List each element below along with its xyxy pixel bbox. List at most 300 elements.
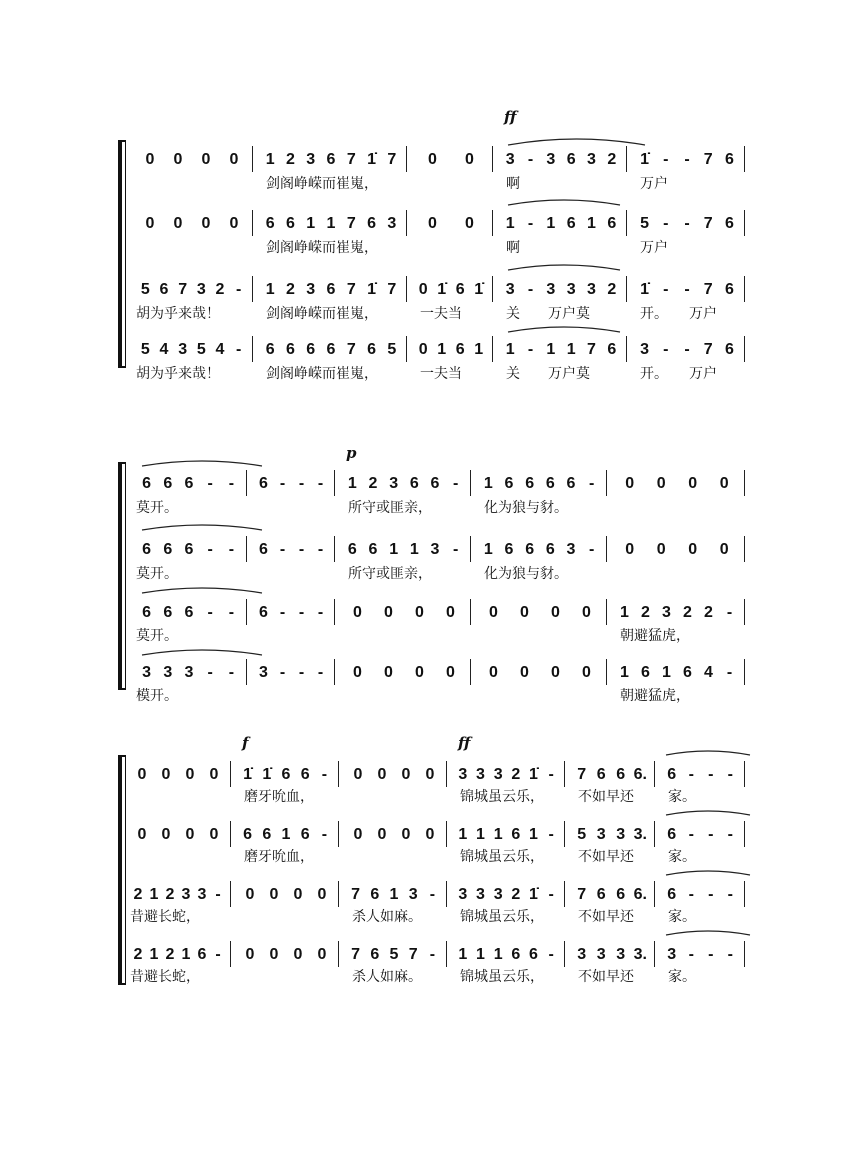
dash-extension: - (228, 541, 235, 558)
rest-note: 0 (209, 826, 219, 843)
rest-note: 0 (145, 215, 155, 232)
jianpu-note: 3 (493, 766, 503, 783)
rest-note: 0 (293, 946, 303, 963)
dash-extension: - (228, 664, 235, 681)
jianpu-note: 7 (703, 341, 713, 358)
rest-note: 0 (245, 886, 255, 903)
rest-note: 0 (353, 826, 363, 843)
jianpu-note: 6 (641, 664, 650, 681)
jianpu-note: 6 (370, 886, 380, 903)
rest-note: 0 (245, 946, 255, 963)
dash-extension: - (708, 766, 714, 783)
jianpu-note: 6 (724, 215, 734, 232)
jianpu-note: 6 (243, 826, 253, 843)
lyric-line: 杀人如麻。 (352, 969, 422, 985)
lyric-line: 不如早还 (578, 789, 634, 805)
jianpu-note: 7 (178, 281, 188, 298)
jianpu-note: 3 (596, 826, 606, 843)
dash-extension: - (663, 341, 669, 358)
jianpu-note: 6. (633, 886, 647, 903)
jianpu-note: 2 (165, 886, 175, 903)
dash-extension: - (317, 604, 324, 621)
jianpu-note: 6 (724, 281, 734, 298)
jianpu-note: 1 (566, 341, 576, 358)
rest-note: 0 (428, 151, 437, 168)
jianpu-note: 1 (505, 341, 515, 358)
jianpu-note: 3 (493, 886, 503, 903)
rest-note: 0 (185, 766, 195, 783)
jianpu-note: 1 (181, 946, 191, 963)
jianpu-note: 6 (163, 541, 173, 558)
jianpu-note: 7 (346, 151, 356, 168)
rest-note: 0 (656, 475, 666, 492)
dash-extension: - (321, 826, 328, 843)
rest-note: 0 (161, 826, 171, 843)
jianpu-note: 3 (476, 886, 485, 903)
dash-extension: - (279, 604, 286, 621)
rest-note: 0 (418, 281, 428, 298)
jianpu-note: 2 (133, 946, 143, 963)
rest-note: 0 (161, 766, 171, 783)
jianpu-note: 6 (184, 604, 194, 621)
dash-extension: - (684, 341, 690, 358)
dash-extension: - (228, 475, 235, 492)
slur-arc (142, 525, 262, 530)
dash-extension: - (688, 826, 694, 843)
jianpu-note: 6 (409, 475, 419, 492)
jianpu-note: 1 (347, 475, 357, 492)
jianpu-note: 6 (724, 341, 734, 358)
jianpu-note: 6 (300, 766, 310, 783)
rest-note: 0 (465, 215, 474, 232)
jianpu-note: 1 (529, 826, 538, 843)
rest-note: 0 (415, 604, 424, 621)
jianpu-note: 3 (546, 151, 556, 168)
lyric-line: 所守或匪亲， (348, 500, 432, 516)
dash-extension: - (228, 604, 235, 621)
jianpu-note: 6 (285, 215, 295, 232)
jianpu-note: 6 (259, 475, 268, 492)
dash-extension: - (688, 946, 694, 963)
jianpu-note: 6 (667, 826, 677, 843)
jianpu-note: 1̇ (640, 281, 650, 298)
jianpu-note: 6 (281, 766, 291, 783)
lyric-line: 所守或匪亲， (348, 566, 432, 582)
rest-note: 0 (384, 664, 393, 681)
jianpu-note: 1 (326, 215, 336, 232)
lyric-line: 关 万户莫 (506, 366, 590, 382)
jianpu-note: 3 (616, 826, 626, 843)
jianpu-note: 1 (587, 215, 596, 232)
jianpu-note: 3 (196, 281, 206, 298)
rest-note: 0 (719, 475, 729, 492)
jianpu-note: 6 (367, 215, 377, 232)
jianpu-note: 6 (306, 341, 316, 358)
jianpu-note: 7 (387, 281, 397, 298)
rest-note: 0 (688, 475, 698, 492)
jianpu-note: 1 (437, 341, 447, 358)
jianpu-note: 3. (633, 826, 647, 843)
jianpu-note: 2 (607, 151, 617, 168)
lyric-line: 锦城虽云乐， (460, 849, 544, 865)
lyric-line: 昔避长蛇， (130, 969, 200, 985)
jianpu-note: 2 (511, 886, 521, 903)
jianpu-note: 1 (281, 826, 291, 843)
lyric-line: 家。 (668, 849, 696, 865)
rest-note: 0 (201, 215, 211, 232)
jianpu-note: 6 (184, 475, 194, 492)
jianpu-note: 6 (262, 826, 272, 843)
jianpu-note: 5 (196, 341, 206, 358)
jianpu-note: 4 (215, 341, 225, 358)
rest-note: 0 (173, 215, 183, 232)
jianpu-note: 1 (389, 541, 399, 558)
lyric-line: 开。 万户 (640, 306, 717, 322)
dash-extension: - (688, 766, 694, 783)
jianpu-note: 1 (409, 541, 419, 558)
dash-extension: - (527, 151, 534, 168)
jianpu-note: 5 (640, 215, 650, 232)
jianpu-note: 3 (596, 946, 606, 963)
jianpu-note: 7 (351, 946, 361, 963)
dash-extension: - (298, 541, 305, 558)
jianpu-note: 1 (476, 946, 485, 963)
dash-extension: - (588, 475, 595, 492)
rest-note: 0 (446, 604, 455, 621)
dynamic-marking: f (242, 734, 249, 752)
dash-extension: - (727, 826, 733, 843)
jianpu-note: 1 (265, 281, 275, 298)
jianpu-note: 1̇ (474, 281, 484, 298)
lyric-line: 啊 (506, 240, 520, 256)
jianpu-note: 1̇ (437, 281, 447, 298)
jianpu-note: 3 (667, 946, 677, 963)
rest-note: 0 (489, 664, 498, 681)
dash-extension: - (548, 766, 554, 783)
dash-extension: - (726, 664, 733, 681)
jianpu-note: 3 (259, 664, 268, 681)
jianpu-note: 6 (259, 604, 268, 621)
rest-note: 0 (377, 766, 387, 783)
lyric-line: 剑阁峥嵘而崔嵬， (266, 366, 378, 382)
jianpu-note: 1 (458, 946, 468, 963)
dash-extension: - (663, 215, 669, 232)
jianpu-note: 2 (641, 604, 650, 621)
dash-extension: - (684, 151, 690, 168)
dash-extension: - (279, 475, 286, 492)
jianpu-note: 3 (566, 281, 576, 298)
lyric-line: 锦城虽云乐， (460, 789, 544, 805)
rest-note: 0 (625, 541, 635, 558)
dash-extension: - (527, 281, 534, 298)
rest-note: 0 (465, 151, 474, 168)
rest-note: 0 (201, 151, 211, 168)
dash-extension: - (684, 281, 690, 298)
jianpu-note: 6 (326, 281, 336, 298)
slur-arc (142, 650, 262, 655)
jianpu-note: 7 (577, 766, 587, 783)
rest-note: 0 (582, 604, 591, 621)
dash-extension: - (708, 886, 714, 903)
lyric-line: 一夫当 (420, 366, 462, 382)
jianpu-note: 7 (703, 215, 713, 232)
dash-extension: - (317, 475, 324, 492)
jianpu-note: 3 (387, 215, 397, 232)
lyric-line: 胡为乎来哉！ (136, 306, 220, 322)
jianpu-note: 7 (703, 281, 713, 298)
dash-extension: - (588, 541, 595, 558)
jianpu-note: 3 (184, 664, 194, 681)
jianpu-note: 2 (704, 604, 713, 621)
jianpu-note: 3 (577, 946, 587, 963)
jianpu-note: 7 (408, 946, 418, 963)
jianpu-note: 3 (306, 151, 316, 168)
jianpu-note: 3 (178, 341, 188, 358)
jianpu-note: 1̇ (262, 766, 272, 783)
jianpu-note: 3 (566, 541, 576, 558)
jianpu-note: 7 (587, 341, 596, 358)
jianpu-note: 7 (703, 151, 713, 168)
rest-note: 0 (137, 826, 147, 843)
rest-note: 0 (489, 604, 498, 621)
rest-note: 0 (317, 886, 327, 903)
rest-note: 0 (185, 826, 195, 843)
rest-note: 0 (384, 604, 393, 621)
jianpu-note: 6 (525, 541, 535, 558)
rest-note: 0 (173, 151, 183, 168)
dash-extension: - (727, 886, 733, 903)
jianpu-note: 6 (607, 215, 617, 232)
dynamic-marking: ff (504, 108, 517, 126)
rest-note: 0 (656, 541, 666, 558)
dash-extension: - (215, 886, 221, 903)
dash-extension: - (429, 946, 436, 963)
dash-extension: - (663, 151, 669, 168)
rest-note: 0 (551, 664, 560, 681)
jianpu-note: 2 (607, 281, 617, 298)
dash-extension: - (207, 475, 213, 492)
jianpu-note: 1 (458, 826, 468, 843)
dash-extension: - (726, 604, 733, 621)
rest-note: 0 (269, 886, 279, 903)
jianpu-note: 4 (704, 664, 713, 681)
jianpu-note: 1̇ (640, 151, 650, 168)
jianpu-note: 6 (326, 341, 336, 358)
jianpu-note: 6. (633, 766, 647, 783)
jianpu-note: 6 (683, 664, 692, 681)
jianpu-note: 7 (346, 341, 356, 358)
lyric-line: 剑阁峥嵘而崔嵬， (266, 176, 378, 192)
jianpu-note: 6 (367, 341, 377, 358)
jianpu-note: 2 (285, 281, 295, 298)
jianpu-note: 3 (163, 664, 173, 681)
rest-note: 0 (719, 541, 729, 558)
dash-extension: - (452, 541, 459, 558)
dash-extension: - (207, 664, 213, 681)
lyric-line: 万户 (640, 176, 668, 192)
jianpu-note: 6 (142, 604, 152, 621)
jianpu-note: 6 (430, 475, 440, 492)
jianpu-note: 3 (546, 281, 556, 298)
lyric-line: 模开。 (136, 688, 178, 704)
jianpu-note: 2 (165, 946, 175, 963)
jianpu-note: 6 (368, 541, 378, 558)
slur-arc (508, 139, 645, 145)
dash-extension: - (548, 946, 554, 963)
slur-arc (508, 200, 620, 205)
dash-extension: - (235, 341, 242, 358)
jianpu-note: 2 (511, 766, 521, 783)
jianpu-note: 3 (389, 475, 399, 492)
rest-note: 0 (428, 215, 437, 232)
jianpu-note: 1 (493, 946, 503, 963)
lyric-line: 家。 (668, 969, 696, 985)
jianpu-note: 2 (215, 281, 225, 298)
slur-arc (666, 931, 750, 935)
jianpu-note: 3 (142, 664, 152, 681)
jianpu-note: 1 (483, 475, 493, 492)
rest-note: 0 (425, 766, 435, 783)
dash-extension: - (727, 766, 733, 783)
jianpu-note: 1 (149, 946, 159, 963)
jianpu-note: 6 (616, 766, 626, 783)
jianpu-note: 1 (265, 151, 275, 168)
rest-note: 0 (625, 475, 635, 492)
jianpu-note: 3 (640, 341, 650, 358)
rest-note: 0 (353, 664, 362, 681)
jianpu-note: 6 (566, 475, 576, 492)
jianpu-note: 6 (596, 766, 606, 783)
lyric-line: 朝避猛虎， (620, 628, 690, 644)
lyric-line: 一夫当 (420, 306, 462, 322)
jianpu-note: 6 (142, 541, 152, 558)
jianpu-note: 5 (140, 341, 150, 358)
jianpu-note: 3 (662, 604, 671, 621)
lyric-line: 胡为乎来哉！ (136, 366, 220, 382)
rest-note: 0 (688, 541, 698, 558)
jianpu-note: 6 (566, 151, 576, 168)
jianpu-note: 6 (667, 886, 677, 903)
jianpu-note: 6 (596, 886, 606, 903)
jianpu-note: 7 (577, 886, 587, 903)
dash-extension: - (708, 946, 714, 963)
lyric-line: 开。 万户 (640, 366, 717, 382)
lyric-line: 家。 (668, 909, 696, 925)
jianpu-note: 1̇ (529, 766, 538, 783)
rest-note: 0 (520, 604, 529, 621)
jianpu-note: 1 (389, 886, 399, 903)
jianpu-note: 3 (505, 151, 515, 168)
jianpu-note: 6 (455, 281, 465, 298)
rest-note: 0 (520, 664, 529, 681)
jianpu-note: 6 (197, 946, 207, 963)
lyric-line: 化为狼与豺。 (484, 566, 568, 582)
rest-note: 0 (401, 826, 411, 843)
jianpu-note: 3 (306, 281, 316, 298)
jianpu-note: 2 (285, 151, 295, 168)
jianpu-note: 1 (546, 341, 556, 358)
dash-extension: - (207, 541, 213, 558)
jianpu-note: 6 (511, 826, 521, 843)
dash-extension: - (708, 826, 714, 843)
jianpu-note: 1 (483, 541, 493, 558)
jianpu-note: 7 (346, 281, 356, 298)
slur-arc (142, 588, 262, 593)
lyric-line: 磨牙吮血， (244, 789, 314, 805)
jianpu-note: 7 (351, 886, 361, 903)
lyric-line: 化为狼与豺。 (484, 500, 568, 516)
jianpu-note: 2 (133, 886, 143, 903)
lyric-line: 家。 (668, 789, 696, 805)
dash-extension: - (317, 541, 324, 558)
jianpu-note: 6 (545, 475, 555, 492)
jianpu-note: 6 (511, 946, 521, 963)
jianpu-note: 6 (163, 475, 173, 492)
jianpu-note: 1̇ (367, 151, 377, 168)
jianpu-note: 4 (159, 341, 169, 358)
jianpu-note: 5 (577, 826, 587, 843)
rest-note: 0 (209, 766, 219, 783)
lyric-line: 磨牙吮血， (244, 849, 314, 865)
dash-extension: - (279, 541, 286, 558)
dash-extension: - (548, 826, 554, 843)
jianpu-note: 5 (140, 281, 150, 298)
jianpu-note: 6 (504, 541, 514, 558)
rest-note: 0 (317, 946, 327, 963)
lyric-line: 不如早还 (578, 909, 634, 925)
rest-note: 0 (269, 946, 279, 963)
jianpu-note: 6 (265, 215, 275, 232)
jianpu-note: 6 (259, 541, 268, 558)
jianpu-note: 6 (265, 341, 275, 358)
jianpu-note: 1 (476, 826, 485, 843)
rest-note: 0 (446, 664, 455, 681)
dash-extension: - (429, 886, 436, 903)
jianpu-note: 6 (667, 766, 677, 783)
dash-extension: - (663, 281, 669, 298)
slur-arc (666, 811, 750, 815)
rest-note: 0 (145, 151, 155, 168)
jianpu-note: 6 (300, 826, 310, 843)
lyric-line: 万户 (640, 240, 668, 256)
dash-extension: - (548, 886, 554, 903)
rest-note: 0 (582, 664, 591, 681)
lyric-line: 莫开。 (136, 500, 178, 516)
jianpu-note: 6 (616, 886, 626, 903)
jianpu-note: 1̇ (529, 886, 538, 903)
dash-extension: - (298, 664, 305, 681)
rest-note: 0 (418, 341, 428, 358)
lyric-line: 杀人如麻。 (352, 909, 422, 925)
dash-extension: - (321, 766, 328, 783)
dash-extension: - (452, 475, 459, 492)
jianpu-note: 1 (149, 886, 159, 903)
dash-extension: - (279, 664, 286, 681)
rest-note: 0 (229, 215, 239, 232)
lyric-line: 昔避长蛇， (130, 909, 200, 925)
jianpu-note: 1̇ (367, 281, 377, 298)
jianpu-note: 1 (493, 826, 503, 843)
jianpu-note: 1 (546, 215, 556, 232)
jianpu-note: 1 (505, 215, 515, 232)
lyric-line: 莫开。 (136, 566, 178, 582)
lyric-line: 关 万户莫 (506, 306, 590, 322)
jianpu-note: 3 (430, 541, 440, 558)
jianpu-note: 5 (389, 946, 399, 963)
rest-note: 0 (401, 766, 411, 783)
jianpu-note: 6 (326, 151, 336, 168)
lyric-line: 剑阁峥嵘而崔嵬， (266, 306, 378, 322)
